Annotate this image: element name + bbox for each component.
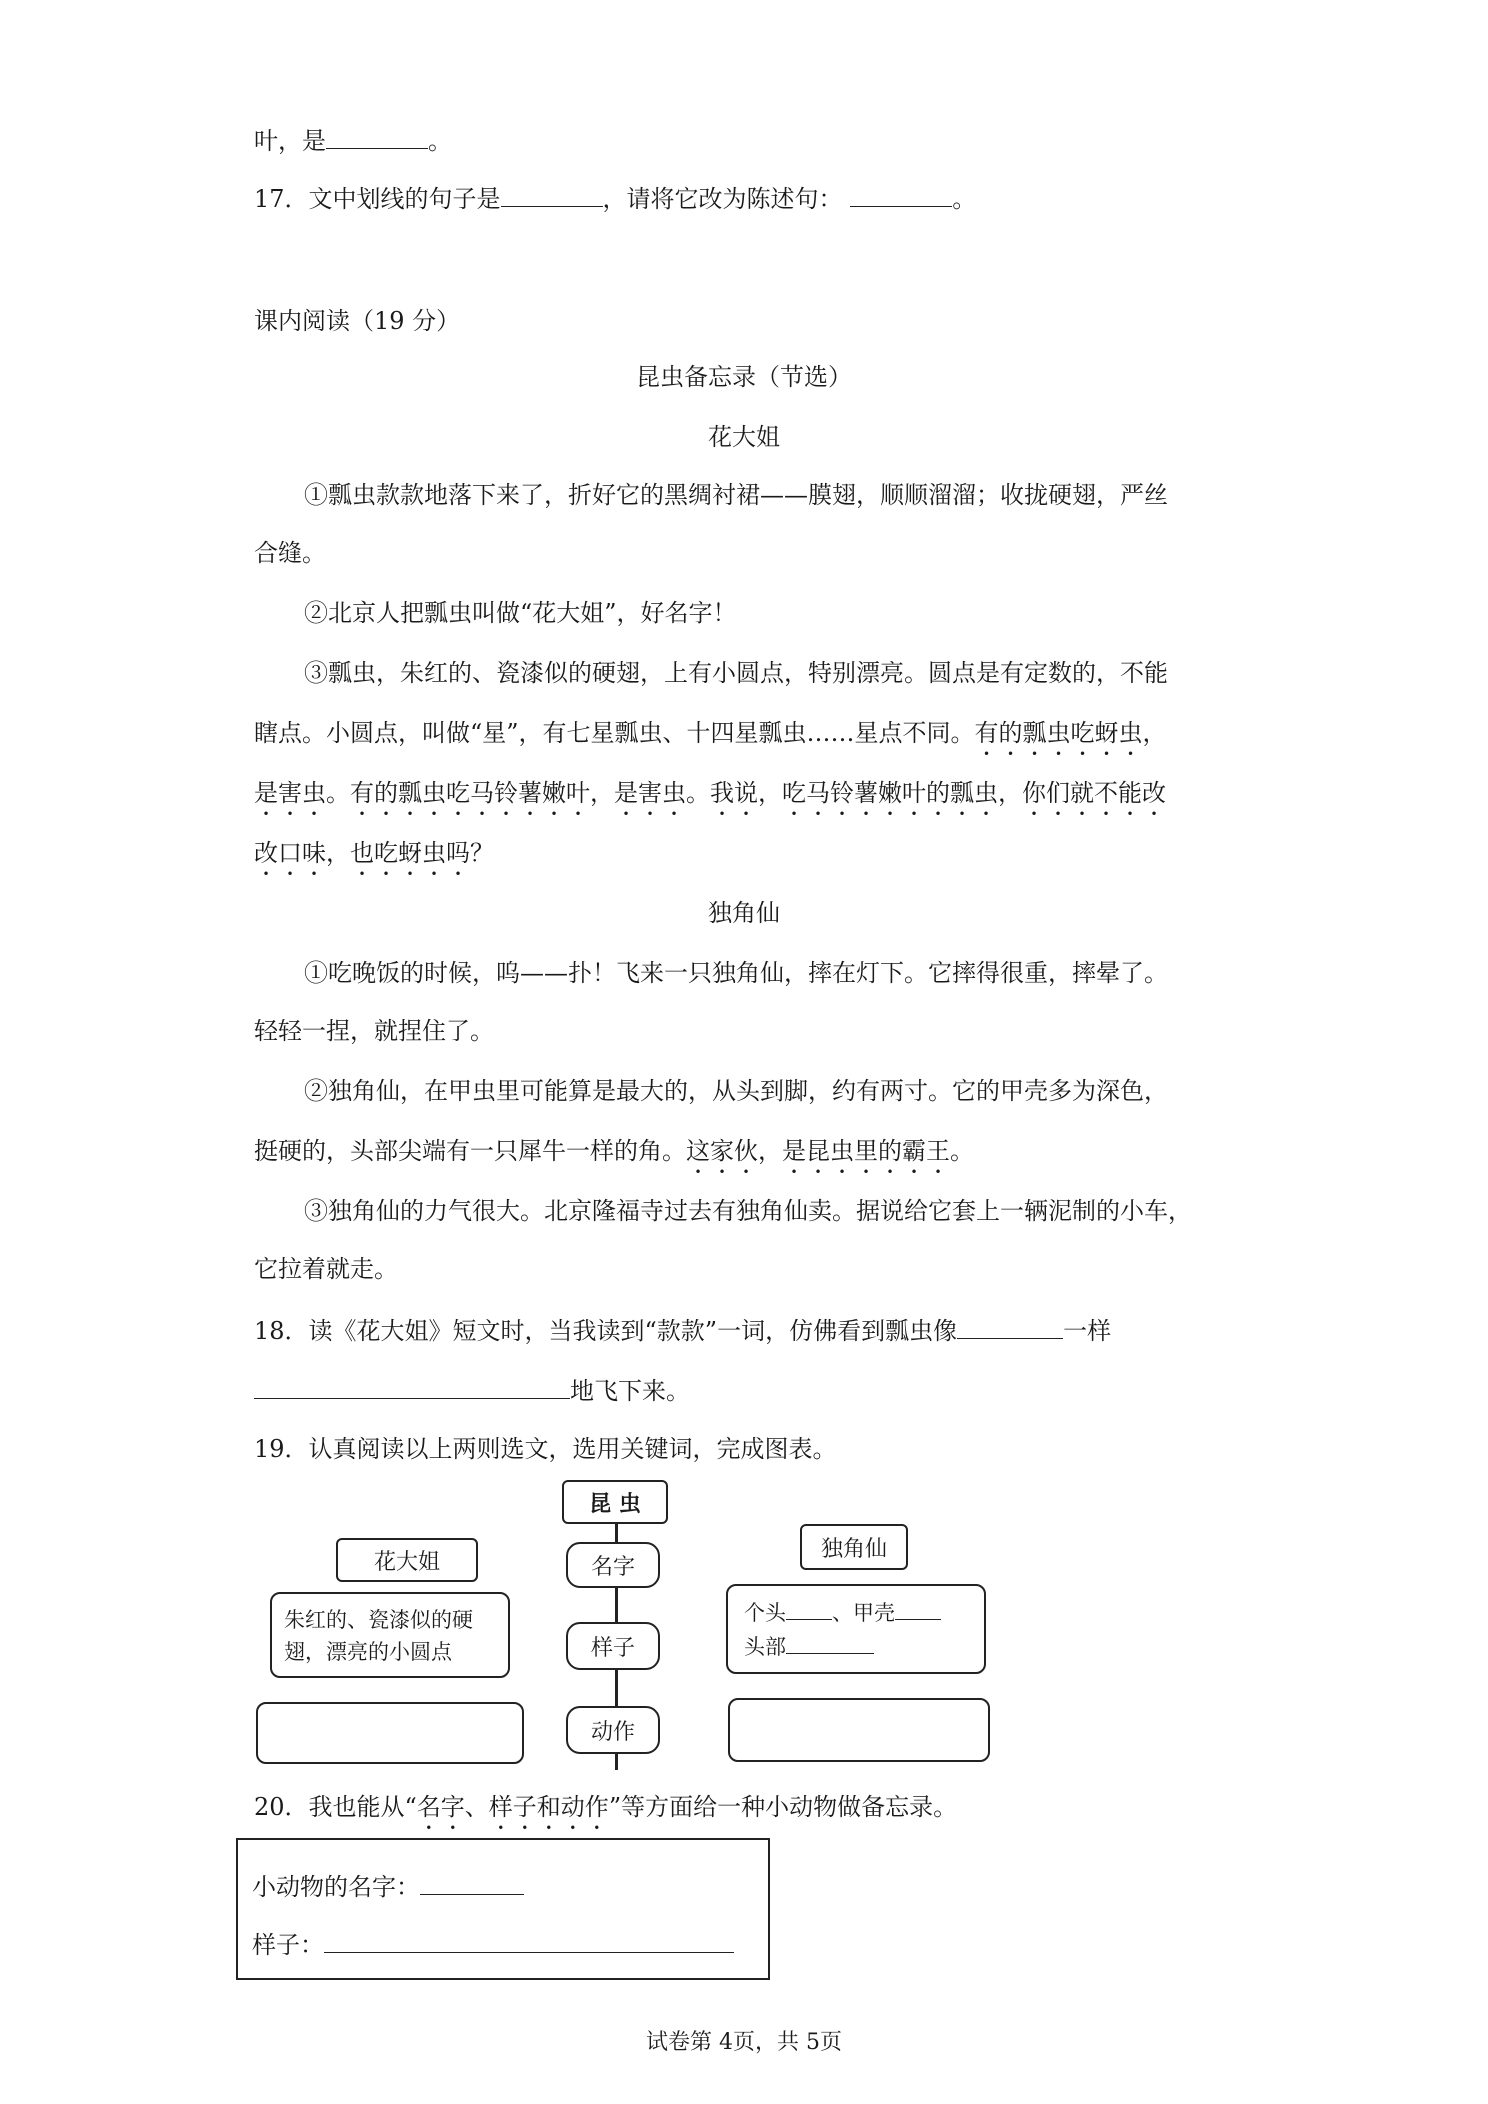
paragraph-2: ②北京人把瓢虫叫做“花大姐”，好名字！ (304, 599, 737, 627)
left-look-box: 朱红的、瓷漆似的硬 翅，漂亮的小圆点 (270, 1592, 510, 1678)
right-action-answer-box[interactable] (728, 1698, 990, 1762)
center-title-box: 昆 虫 (562, 1480, 668, 1524)
question-18-cont: 地飞下来。 (254, 1372, 690, 1408)
paragraph-2-cont: 挺硬的，头部尖端有一只犀牛一样的角。这家伙，是昆虫里的霸王。 (254, 1137, 974, 1165)
answer-blank[interactable] (895, 1597, 941, 1620)
right-title-box: 独角仙 (800, 1524, 908, 1570)
page-footer: 试卷第 4页，共 5页 (646, 2030, 842, 2055)
paragraph-3-cont: 瞎点。小圆点，叫做“星”，有七星瓢虫、十四星瓢虫……星点不同。有的瓢虫吃蚜虫， (254, 719, 1167, 747)
paragraph-1: ①瓢虫款款地落下来了，折好它的黑绸衬裙——膜翅，顺顺溜溜；收拢硬翅，严丝 (304, 481, 1168, 509)
look-node: 样子 (566, 1622, 660, 1670)
question-17: 17．文中划线的句子是 ，请将它改为陈述句： 。 (254, 180, 976, 216)
answer-blank[interactable] (786, 1631, 874, 1654)
paragraph-3: ③瓢虫，朱红的、瓷漆似的硬翅，上有小圆点，特别漂亮。圆点是有定数的，不能 (304, 659, 1168, 687)
answer-blank[interactable] (324, 1926, 734, 1953)
paragraph-3-cont: 是害虫。有的瓢虫吃马铃薯嫩叶，是害虫。我说，吃马铃薯嫩叶的瓢虫，你们就不能改 (254, 779, 1166, 807)
name-node: 名字 (566, 1542, 660, 1588)
paragraph-3-cont: 它拉着就走。 (254, 1255, 398, 1283)
subtitle-du-jiao-xian: 独角仙 (708, 899, 780, 927)
right-look-box: 个头 、甲壳 头部 (726, 1584, 986, 1674)
question-18: 18．读《花大姐》短文时，当我读到“款款”一词，仿佛看到瓢虫像 一样 (254, 1312, 1111, 1348)
memo-look-row: 样子： (252, 1926, 734, 1962)
left-title-box: 花大姐 (336, 1538, 478, 1582)
answer-blank[interactable] (957, 1312, 1063, 1339)
memo-name-row: 小动物的名字： (252, 1868, 524, 1904)
paragraph-2: ②独角仙，在甲虫里可能算是最大的，从头到脚，约有两寸。它的甲壳多为深色， (304, 1077, 1168, 1105)
paragraph-1-cont: 轻轻一捏，就捏住了。 (254, 1017, 494, 1045)
section-heading: 课内阅读（19 分） (254, 307, 461, 335)
paragraph-3: ③独角仙的力气很大。北京隆福寺过去有独角仙卖。据说给它套上一辆泥制的小车， (304, 1197, 1192, 1225)
answer-blank[interactable] (326, 122, 428, 149)
action-node: 动作 (566, 1706, 660, 1754)
left-action-answer-box[interactable] (256, 1702, 524, 1764)
subtitle-hua-da-jie: 花大姐 (708, 423, 780, 451)
question-20: 20．我也能从“名字、样子和动作”等方面给一种小动物做备忘录。 (254, 1793, 958, 1821)
memo-box (236, 1838, 770, 1980)
paragraph-1-cont: 合缝。 (254, 539, 326, 567)
question-19: 19．认真阅读以上两则选文，选用关键词，完成图表。 (254, 1435, 837, 1463)
line-continuation: 叶，是 。 (254, 122, 452, 158)
paragraph-3-cont: 改口味，也吃蚜虫吗？ (254, 839, 494, 867)
answer-blank[interactable] (420, 1868, 524, 1895)
answer-blank[interactable] (501, 180, 603, 207)
answer-blank[interactable] (254, 1372, 570, 1399)
answer-blank[interactable] (786, 1597, 832, 1620)
passage-title: 昆虫备忘录（节选） (636, 363, 852, 391)
answer-blank[interactable] (850, 180, 952, 207)
paragraph-1: ①吃晚饭的时候，呜——扑！飞来一只独角仙，摔在灯下。它摔得很重，摔晕了。 (304, 959, 1168, 987)
